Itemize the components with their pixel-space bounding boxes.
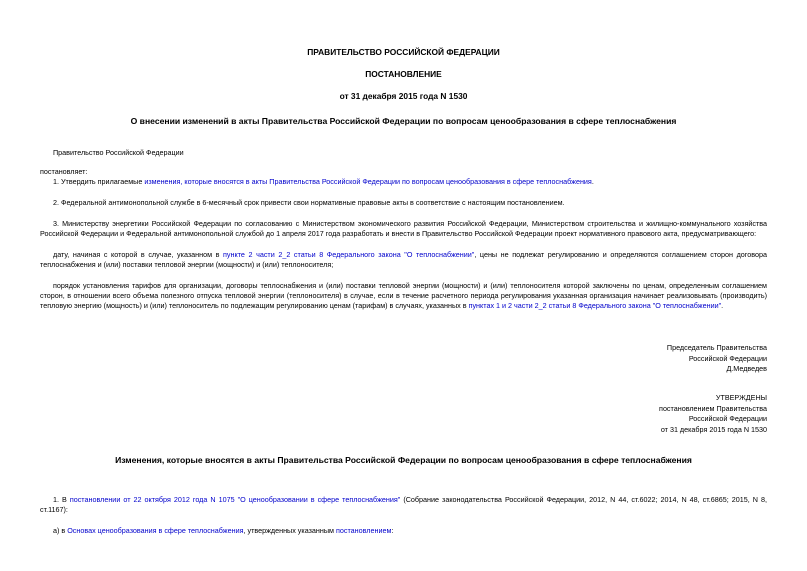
document-date-number: от 31 декабря 2015 года N 1530 xyxy=(339,91,468,101)
annex-item-a-end: : xyxy=(391,526,394,535)
approval-heading: УТВЕРЖДЕНЫ xyxy=(715,393,767,402)
annex-item-a-text: а) в xyxy=(53,526,68,535)
paragraph-1-end: . xyxy=(591,177,594,186)
annex-item-1 xyxy=(40,495,767,515)
changes-link[interactable]: изменения, которые вносятся в акты Правительства Российской Федерации по вопросам ценообразования в сфере теплоснабжения xyxy=(144,177,592,186)
signature-position: Председатель Правительства xyxy=(666,343,767,352)
annex-item-a-middle: , утвержденных указанным xyxy=(243,526,336,535)
approval-date-number: от 31 декабря 2015 года N 1530 xyxy=(660,424,767,434)
annex-item-1-end: (Собрание законодательства Российской Федерации, 2012, N 44, ст.6022; 2014, N 48, ст.6865; 2015, N 8, ст.1167): xyxy=(40,495,767,514)
annex-title: Изменения, которые вносятся в акты Правительства Российской Федерации по вопросам ценообразования в сфере теплоснабжения xyxy=(115,455,692,465)
paragraph-4 xyxy=(40,250,767,270)
decree-1075-link[interactable]: постановлении от 22 октября 2012 года N 1075 "О ценообразовании в сфере теплоснабжения" xyxy=(69,495,401,504)
paragraph-3: 3. Министерству энергетики Российской Федерации по согласованию с Министерством экономического развития Российской Федерации, Министерством строительства и жилищно-коммунального хозяйства Российской Федерации и Федеральной антимонопольной службой до 1 апреля 2017 года разработать и внести в Правительство Российской Федерации проект нормативного правового акта, предусматривающего: xyxy=(40,219,767,238)
approval-organization: Российской Федерации xyxy=(688,414,767,423)
paragraph-2: 2. Федеральной антимонопольной службе в 6-месячный срок привести свои нормативные правовые акты в соответствие с настоящим постановлением. xyxy=(53,198,565,207)
pricing-basics-link[interactable]: Основах ценообразования в сфере теплоснабжения xyxy=(67,526,244,535)
annex-item-1-text: 1. В xyxy=(53,495,70,504)
document-type-heading: ПОСТАНОВЛЕНИЕ xyxy=(365,69,442,79)
intro-paragraph xyxy=(40,148,767,158)
approval-block xyxy=(659,393,767,435)
document-title: О внесении изменений в акты Правительства Российской Федерации по вопросам ценообразования в сфере теплоснабжения xyxy=(130,116,677,126)
signature-organization: Российской Федерации xyxy=(688,353,767,363)
government-heading: ПРАВИТЕЛЬСТВО РОССИЙСКОЙ ФЕДЕРАЦИИ xyxy=(307,47,500,57)
paragraph-5-text: порядок установления тарифов для организации, договоры теплоснабжения и (или) поставки тепловой энергии (мощности) и (или) теплоносителя которой заключены по ценам, определенным соглашением сторон, в отношении всего объема полезного отпуска тепловой энергии (теплоносителя) в случае, если в течение расчетного периода регулирования указанная организация начинает реализовывать (производить) тепловую энергию (мощность) и (или) теплоноситель по подлежащим регулированию ценам (тарифам) в случаях, указанных в xyxy=(40,281,767,310)
approval-decree: постановлением Правительства xyxy=(659,403,767,413)
heat-supply-law-article-link[interactable]: пункте 2 части 2_2 статьи 8 Федерального закона "О теплоснабжении" xyxy=(223,250,475,259)
decree-word: постановляет: xyxy=(40,167,88,176)
annex-item-a xyxy=(40,526,767,536)
paragraph-4-text: дату, начиная с которой в случае, указанном в xyxy=(53,250,224,259)
decree-link[interactable]: постановлением xyxy=(335,526,392,535)
paragraph-5 xyxy=(40,281,767,311)
signature-block xyxy=(667,343,767,375)
heat-supply-law-points-link[interactable]: пунктах 1 и 2 части 2_2 статьи 8 Федерального закона "О теплоснабжении" xyxy=(468,301,722,310)
paragraph-1 xyxy=(40,177,767,187)
signature-name: Д.Медведев xyxy=(726,364,767,373)
paragraph-4-end: , цены не подлежат регулированию и определяются соглашением сторон договора теплоснабжения и (или) поставки тепловой энергии (мощности) и (или) теплоносителя; xyxy=(40,250,767,269)
paragraph-5-end: . xyxy=(721,301,724,310)
intro-text: Правительство Российской Федерации xyxy=(53,148,184,157)
paragraph-1-text: 1. Утвердить прилагаемые xyxy=(53,177,145,186)
